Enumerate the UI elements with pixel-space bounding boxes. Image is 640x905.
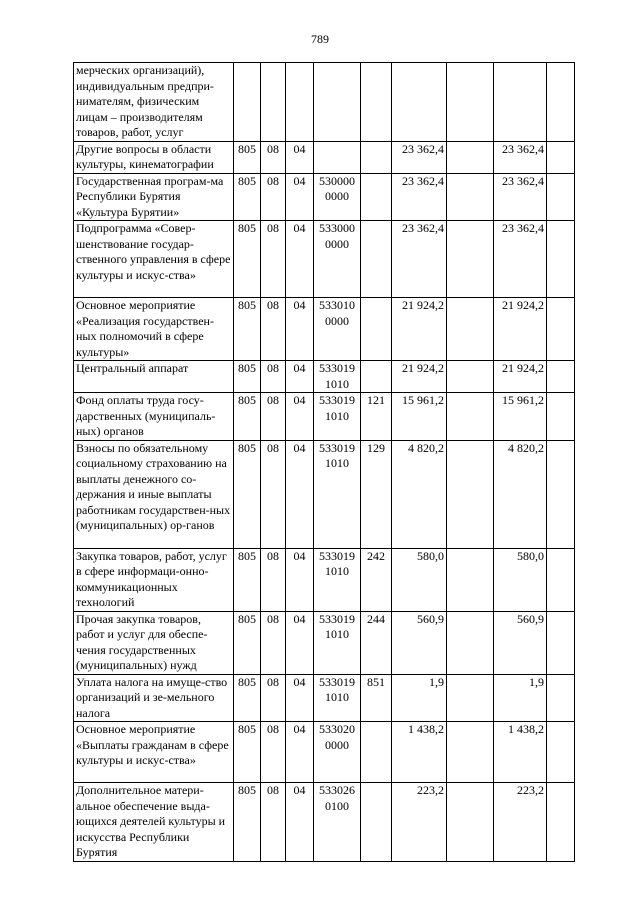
subsection-code: 04 bbox=[286, 141, 314, 173]
row-name: Закупка товаров, работ, услуг в сфере информаци-онно-коммуникационных технологий bbox=[74, 548, 234, 611]
amount-column-2 bbox=[447, 440, 494, 548]
expense-type-code bbox=[361, 783, 392, 862]
ministry-code: 805 bbox=[234, 141, 261, 173]
target-article-code: 530000 0000 bbox=[314, 173, 361, 221]
row-name: Основное мероприятие «Реализация государствен-ных полномочий в сфере культуры» bbox=[74, 298, 234, 361]
amount-total: 21 924,2 bbox=[392, 298, 447, 361]
ministry-code: 805 bbox=[234, 173, 261, 221]
amount-column-3 bbox=[494, 63, 547, 142]
expense-type-code bbox=[361, 722, 392, 783]
amount-column-2 bbox=[447, 361, 494, 393]
amount-column-2 bbox=[447, 298, 494, 361]
section-code: 08 bbox=[261, 440, 286, 548]
ministry-code: 805 bbox=[234, 783, 261, 862]
budget-table bbox=[73, 62, 575, 862]
section-code: 08 bbox=[261, 783, 286, 862]
amount-column-4 bbox=[547, 611, 575, 674]
amount-column-4 bbox=[547, 298, 575, 361]
expense-type-code bbox=[361, 141, 392, 173]
table-row bbox=[74, 173, 575, 221]
section-code: 08 bbox=[261, 141, 286, 173]
table-row bbox=[74, 674, 575, 722]
section-code: 08 bbox=[261, 221, 286, 298]
amount-column-2 bbox=[447, 221, 494, 298]
section-code: 08 bbox=[261, 674, 286, 722]
row-name: Прочая закупка товаров, работ и услуг для обеспе-чения государственных (муниципальных) нужд bbox=[74, 611, 234, 674]
amount-column-3: 223,2 bbox=[494, 783, 547, 862]
amount-column-2 bbox=[447, 722, 494, 783]
amount-total: 1 438,2 bbox=[392, 722, 447, 783]
ministry-code: 805 bbox=[234, 611, 261, 674]
subsection-code: 04 bbox=[286, 783, 314, 862]
row-name: Основное мероприятие «Выплаты гражданам в сфере культуры и искус-ства» bbox=[74, 722, 234, 783]
subsection-code: 04 bbox=[286, 722, 314, 783]
amount-column-2 bbox=[447, 611, 494, 674]
amount-total: 560,9 bbox=[392, 611, 447, 674]
subsection-code: 04 bbox=[286, 393, 314, 441]
ministry-code: 805 bbox=[234, 393, 261, 441]
target-article-code: 533026 0100 bbox=[314, 783, 361, 862]
row-name: Центральный аппарат bbox=[74, 361, 234, 393]
ministry-code: 805 bbox=[234, 221, 261, 298]
section-code: 08 bbox=[261, 173, 286, 221]
subsection-code: 04 bbox=[286, 611, 314, 674]
amount-total: 580,0 bbox=[392, 548, 447, 611]
target-article-code: 533020 0000 bbox=[314, 722, 361, 783]
amount-column-3: 560,9 bbox=[494, 611, 547, 674]
amount-column-2 bbox=[447, 141, 494, 173]
ministry-code: 805 bbox=[234, 674, 261, 722]
amount-total bbox=[392, 63, 447, 142]
amount-column-2 bbox=[447, 783, 494, 862]
amount-column-2 bbox=[447, 548, 494, 611]
expense-type-code bbox=[361, 221, 392, 298]
amount-column-4 bbox=[547, 173, 575, 221]
target-article-code: 533000 0000 bbox=[314, 221, 361, 298]
target-article-code: 533019 1010 bbox=[314, 440, 361, 548]
amount-column-4 bbox=[547, 361, 575, 393]
table-row bbox=[74, 63, 575, 142]
expense-type-code: 244 bbox=[361, 611, 392, 674]
table-row bbox=[74, 548, 575, 611]
table-row bbox=[74, 440, 575, 548]
subsection-code: 04 bbox=[286, 440, 314, 548]
amount-column-4 bbox=[547, 63, 575, 142]
section-code: 08 bbox=[261, 611, 286, 674]
target-article-code: 533019 1010 bbox=[314, 393, 361, 441]
amount-total: 23 362,4 bbox=[392, 221, 447, 298]
amount-column-3: 23 362,4 bbox=[494, 221, 547, 298]
amount-column-4 bbox=[547, 221, 575, 298]
expense-type-code bbox=[361, 173, 392, 221]
amount-column-4 bbox=[547, 783, 575, 862]
row-name: мерческих организаций), индивидуальным предпри-нимателям, физическим лицам – производителям товаров, работ, услуг bbox=[74, 63, 234, 142]
row-name: Другие вопросы в области культуры, кинематографии bbox=[74, 141, 234, 173]
section-code: 08 bbox=[261, 298, 286, 361]
ministry-code: 805 bbox=[234, 722, 261, 783]
subsection-code: 04 bbox=[286, 674, 314, 722]
target-article-code bbox=[314, 141, 361, 173]
amount-column-3: 23 362,4 bbox=[494, 173, 547, 221]
table-row bbox=[74, 393, 575, 441]
target-article-code: 533019 1010 bbox=[314, 361, 361, 393]
amount-column-3: 1,9 bbox=[494, 674, 547, 722]
amount-column-4 bbox=[547, 674, 575, 722]
expense-type-code bbox=[361, 63, 392, 142]
amount-total: 1,9 bbox=[392, 674, 447, 722]
ministry-code: 805 bbox=[234, 298, 261, 361]
section-code: 08 bbox=[261, 548, 286, 611]
amount-column-3: 23 362,4 bbox=[494, 141, 547, 173]
amount-column-3: 15 961,2 bbox=[494, 393, 547, 441]
amount-total: 15 961,2 bbox=[392, 393, 447, 441]
target-article-code: 533019 1010 bbox=[314, 674, 361, 722]
expense-type-code bbox=[361, 361, 392, 393]
expense-type-code: 129 bbox=[361, 440, 392, 548]
ministry-code bbox=[234, 63, 261, 142]
target-article-code: 533019 1010 bbox=[314, 611, 361, 674]
table-row bbox=[74, 221, 575, 298]
table-row bbox=[74, 141, 575, 173]
section-code bbox=[261, 63, 286, 142]
table-row bbox=[74, 783, 575, 862]
amount-total: 223,2 bbox=[392, 783, 447, 862]
subsection-code bbox=[286, 63, 314, 142]
amount-column-2 bbox=[447, 63, 494, 142]
amount-column-4 bbox=[547, 393, 575, 441]
amount-column-3: 1 438,2 bbox=[494, 722, 547, 783]
row-name: Дополнительное матери-альное обеспечение выда-ющихся деятелей культуры и искусства Республики Бурятия bbox=[74, 783, 234, 862]
target-article-code: 533010 0000 bbox=[314, 298, 361, 361]
expense-type-code: 851 bbox=[361, 674, 392, 722]
amount-total: 21 924,2 bbox=[392, 361, 447, 393]
section-code: 08 bbox=[261, 393, 286, 441]
amount-column-2 bbox=[447, 393, 494, 441]
expense-type-code: 121 bbox=[361, 393, 392, 441]
table-row bbox=[74, 361, 575, 393]
row-name: Подпрограмма «Совер-шенствование государ-ственного управления в сфере культуры и искус-ства» bbox=[74, 221, 234, 298]
target-article-code bbox=[314, 63, 361, 142]
amount-column-2 bbox=[447, 173, 494, 221]
subsection-code: 04 bbox=[286, 298, 314, 361]
subsection-code: 04 bbox=[286, 173, 314, 221]
amount-column-3: 21 924,2 bbox=[494, 361, 547, 393]
ministry-code: 805 bbox=[234, 548, 261, 611]
amount-column-4 bbox=[547, 440, 575, 548]
amount-column-4 bbox=[547, 141, 575, 173]
subsection-code: 04 bbox=[286, 221, 314, 298]
budget-table-body bbox=[74, 63, 575, 862]
table-row bbox=[74, 298, 575, 361]
amount-column-2 bbox=[447, 674, 494, 722]
amount-total: 4 820,2 bbox=[392, 440, 447, 548]
row-name: Взносы по обязательному социальному страхованию на выплаты денежного со-держания и иные выплаты работникам государствен-ных (муниципальных) ор-ганов bbox=[74, 440, 234, 548]
expense-type-code bbox=[361, 298, 392, 361]
subsection-code: 04 bbox=[286, 548, 314, 611]
ministry-code: 805 bbox=[234, 361, 261, 393]
amount-total: 23 362,4 bbox=[392, 173, 447, 221]
target-article-code: 533019 1010 bbox=[314, 548, 361, 611]
page-number: 789 bbox=[311, 32, 329, 46]
table-row bbox=[74, 611, 575, 674]
amount-column-3: 21 924,2 bbox=[494, 298, 547, 361]
amount-column-4 bbox=[547, 722, 575, 783]
row-name: Фонд оплаты труда госу-дарственных (муниципаль-ных) органов bbox=[74, 393, 234, 441]
table-row bbox=[74, 722, 575, 783]
amount-column-4 bbox=[547, 548, 575, 611]
amount-column-3: 4 820,2 bbox=[494, 440, 547, 548]
subsection-code: 04 bbox=[286, 361, 314, 393]
section-code: 08 bbox=[261, 722, 286, 783]
row-name: Уплата налога на имуще-ство организаций и зе-мельного налога bbox=[74, 674, 234, 722]
amount-total: 23 362,4 bbox=[392, 141, 447, 173]
amount-column-3: 580,0 bbox=[494, 548, 547, 611]
section-code: 08 bbox=[261, 361, 286, 393]
ministry-code: 805 bbox=[234, 440, 261, 548]
row-name: Государственная програм-ма Республики Бурятия «Культура Бурятии» bbox=[74, 173, 234, 221]
expense-type-code: 242 bbox=[361, 548, 392, 611]
